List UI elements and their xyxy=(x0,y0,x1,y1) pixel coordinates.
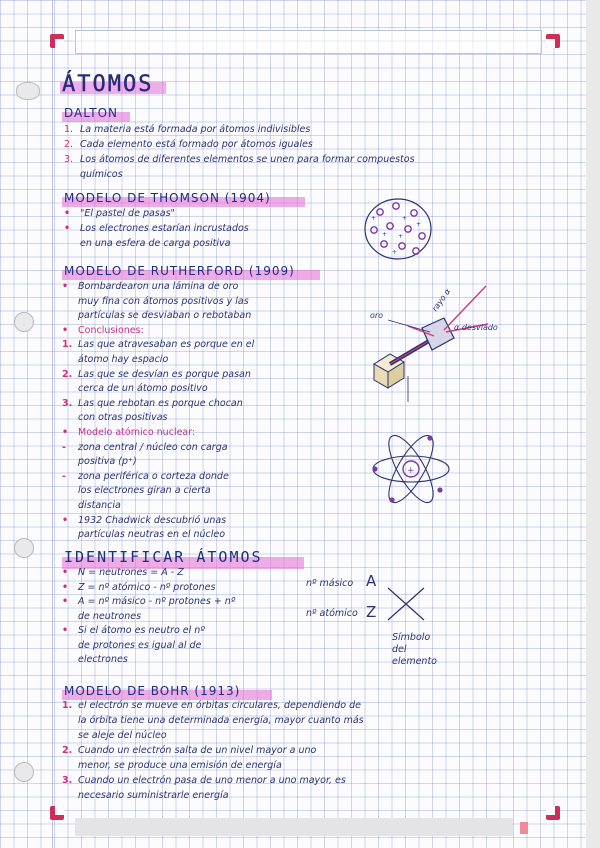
line-text: en una esfera de carga positiva xyxy=(80,238,231,249)
bullet-mark: • xyxy=(62,427,69,438)
rutherford-line xyxy=(62,398,243,409)
line-text: zona central / núcleo con carga xyxy=(78,441,228,453)
bohr-line xyxy=(62,775,346,786)
rutherford-line xyxy=(62,471,229,482)
bullet-mark: • xyxy=(62,281,69,292)
line-text: N = neutrones = A - Z xyxy=(78,567,184,578)
rutherford-line xyxy=(62,427,195,438)
line-text: los electrones giran a cierta xyxy=(78,485,211,497)
line-text: químicos xyxy=(80,169,123,180)
line-text: Los electrones estarían incrustados xyxy=(80,223,249,234)
line-text: Cada elemento está formado por átomos iguales xyxy=(80,139,313,150)
mass-number-symbol: A xyxy=(366,572,377,590)
line-text: Bombardearon una lámina de oro xyxy=(78,281,239,292)
gold-label: oro xyxy=(370,311,384,320)
rutherford-line xyxy=(62,281,238,292)
line-text: menor, se produce una emisión de energía xyxy=(78,760,282,771)
rutherford-experiment-drawing xyxy=(368,272,498,402)
nuclear-model-drawing xyxy=(370,428,452,510)
rutherford-line xyxy=(62,500,121,511)
element-label-line-1: Símbolo xyxy=(392,632,431,643)
element-label-line-3: elemento xyxy=(392,656,437,667)
bullet-mark: • xyxy=(64,223,71,234)
line-text: cerca de un átomo positivo xyxy=(78,383,208,395)
bullet-mark: 2. xyxy=(62,368,73,380)
rutherford-line xyxy=(62,296,249,307)
header-box xyxy=(75,30,542,54)
line-text: el electrón se mueve en órbitas circulares, dependiendo de xyxy=(78,700,362,711)
svg-text:+: + xyxy=(398,233,404,240)
rutherford-heading: MODELO DE RUTHERFORD (1909) xyxy=(64,264,295,278)
page-title: ÁTOMOS xyxy=(62,72,154,97)
bohr-line xyxy=(62,790,229,801)
rutherford-line xyxy=(62,383,208,394)
rutherford-line xyxy=(62,339,254,350)
footer-box xyxy=(75,818,513,836)
line-text: positiva (p⁺) xyxy=(78,456,137,468)
binder-hole xyxy=(16,82,40,100)
line-text: Las que atravesaban es porque en el xyxy=(78,339,255,351)
binder-hole xyxy=(14,538,34,558)
bullet-mark: - xyxy=(62,470,66,482)
identificar-heading: IDENTIFICAR ÁTOMOS xyxy=(64,548,263,566)
rutherford-line xyxy=(62,412,168,423)
bullet-mark: • xyxy=(62,581,69,593)
svg-text:+: + xyxy=(407,466,415,476)
svg-text:+: + xyxy=(392,249,398,256)
binder-hole xyxy=(14,312,34,332)
line-text: se aleje del núcleo xyxy=(78,730,167,741)
identificar-line xyxy=(62,625,205,636)
identificar-line xyxy=(62,596,235,607)
rutherford-line xyxy=(62,354,168,365)
bullet-mark: • xyxy=(64,208,71,219)
thomson-line xyxy=(64,238,230,249)
svg-text:+: + xyxy=(382,231,388,238)
corner-mark-bottom-left xyxy=(50,806,64,820)
line-text: Cuando un electrón pasa de uno menor a uno mayor, es xyxy=(78,775,346,786)
bullet-mark: 2. xyxy=(62,745,73,756)
rutherford-line xyxy=(62,442,228,453)
thomson-line xyxy=(64,223,249,234)
identificar-line xyxy=(62,582,215,593)
bullet-mark: 3. xyxy=(62,775,73,786)
line-text: 1932 Chadwick descubrió unas xyxy=(78,514,227,526)
bullet-mark: 1. xyxy=(62,339,73,351)
bullet-mark: • xyxy=(62,596,69,607)
element-label-line-2: del xyxy=(392,644,407,655)
binder-hole xyxy=(14,762,34,782)
line-text: átomo hay espacio xyxy=(78,354,169,365)
line-text: Las que rebotan es porque chocan xyxy=(78,397,243,409)
rutherford-line xyxy=(62,325,144,336)
thomson-model-drawing xyxy=(362,196,436,262)
line-text: Modelo atómico nuclear: xyxy=(78,427,196,438)
identificar-line xyxy=(62,654,128,665)
rutherford-line xyxy=(62,515,226,526)
bohr-line xyxy=(62,715,364,726)
svg-text:+: + xyxy=(402,215,408,222)
rutherford-line xyxy=(62,369,251,380)
bullet-mark: • xyxy=(62,324,69,336)
footer-mark xyxy=(520,822,528,834)
dalton-line xyxy=(64,169,123,180)
bohr-line xyxy=(62,745,316,756)
line-text: zona periférica o corteza donde xyxy=(78,470,229,482)
bullet-mark: - xyxy=(62,441,66,453)
line-text: "El pastel de pasas" xyxy=(80,208,175,219)
margin-line xyxy=(52,0,53,848)
thomson-heading: MODELO DE THOMSON (1904) xyxy=(64,191,271,205)
bullet-mark: 1. xyxy=(62,700,73,711)
deflected-label: α desviado xyxy=(454,323,498,332)
line-text: distancia xyxy=(78,500,121,511)
svg-text:+: + xyxy=(371,215,377,222)
corner-mark-top-left xyxy=(50,34,64,48)
line-text: con otras positivas xyxy=(78,412,168,424)
line-text: Z = nº atómico - nº protones xyxy=(78,581,216,593)
dalton-line xyxy=(64,124,310,135)
rutherford-line xyxy=(62,456,137,467)
line-text: Conclusiones: xyxy=(78,324,144,336)
element-symbol-cross xyxy=(384,584,428,624)
bullet-mark: 1. xyxy=(64,124,74,135)
line-text: muy fina con átomos positivos y las xyxy=(78,295,249,307)
mass-number-label: nº másico xyxy=(306,578,354,589)
identificar-line xyxy=(62,567,184,578)
bullet-mark: • xyxy=(62,625,69,636)
bullet-mark: 3. xyxy=(62,397,73,409)
svg-text:+: + xyxy=(416,221,422,228)
corner-mark-top-right xyxy=(546,34,560,48)
dalton-line xyxy=(64,154,415,165)
line-text: partículas neutras en el núcleo xyxy=(78,529,226,541)
line-text: Las que se desvían es porque pasan xyxy=(78,368,251,380)
identificar-line xyxy=(62,640,201,651)
ray-label: rayo α xyxy=(430,286,453,314)
bohr-line xyxy=(62,760,282,771)
corner-mark-bottom-right xyxy=(546,806,560,820)
bohr-line xyxy=(62,700,361,711)
atomic-number-label: nº atómico xyxy=(306,608,358,619)
bullet-mark: • xyxy=(62,567,69,578)
bohr-heading: MODELO DE BOHR (1913) xyxy=(64,684,241,698)
atomic-number-symbol: Z xyxy=(366,603,377,621)
line-text: La materia está formada por átomos indivisibles xyxy=(80,124,311,135)
page-edge xyxy=(586,0,600,848)
bullet-mark: • xyxy=(62,514,69,526)
rutherford-line xyxy=(62,310,251,321)
thomson-line xyxy=(64,208,175,219)
bohr-line xyxy=(62,730,167,741)
line-text: Los átomos de diferentes elementos se unen para formar compuestos xyxy=(80,154,415,165)
line-text: Si el átomo es neutro el nº xyxy=(78,625,205,636)
line-text: de neutrones xyxy=(78,610,142,622)
line-text: electrones xyxy=(78,654,128,665)
dalton-line xyxy=(64,139,313,150)
bullet-mark: 3. xyxy=(64,154,74,165)
line-text: necesario suministrarle energía xyxy=(78,790,229,801)
line-text: partículas se desviaban o rebotaban xyxy=(78,310,252,322)
bullet-mark: 2. xyxy=(64,139,74,150)
line-text: la órbita tiene una determinada energía, mayor cuanto más xyxy=(78,715,364,726)
line-text: A = nº másico - nº protones + nº xyxy=(78,596,236,607)
line-text: de protones es igual al de xyxy=(78,639,202,651)
line-text: Cuando un electrón salta de un nivel mayor a uno xyxy=(78,745,317,756)
rutherford-line xyxy=(62,529,225,540)
rutherford-line xyxy=(62,485,211,496)
identificar-line xyxy=(62,611,141,622)
dalton-heading: DALTON xyxy=(64,106,119,120)
